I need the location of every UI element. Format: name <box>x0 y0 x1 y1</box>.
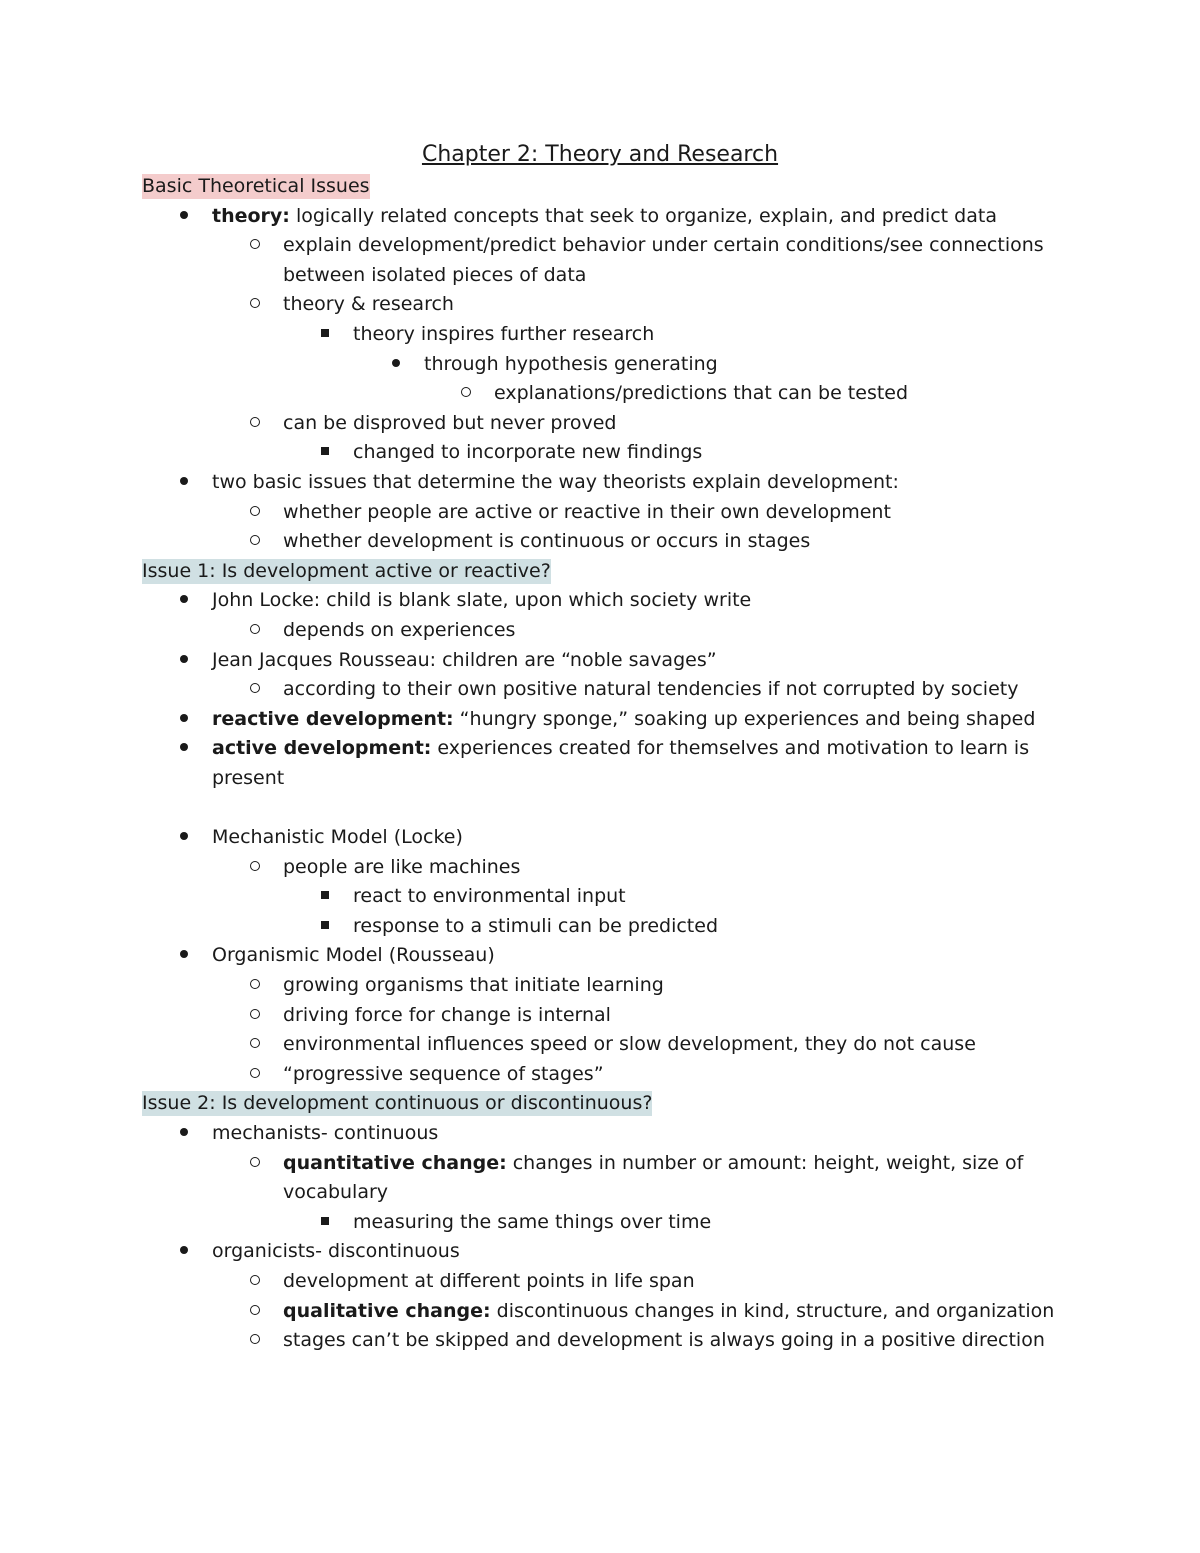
square-bullet-icon <box>315 438 335 468</box>
hollow-bullet-icon <box>245 290 265 320</box>
term-label: active development: <box>212 737 432 760</box>
hollow-bullet-icon <box>245 616 265 646</box>
list-item <box>142 823 1072 853</box>
square-bullet-icon <box>315 912 335 942</box>
list-item <box>142 616 1072 646</box>
list-item <box>142 1208 1072 1238</box>
square-bullet-icon <box>315 320 335 350</box>
hollow-bullet-icon <box>456 379 476 409</box>
list-item <box>142 734 1072 764</box>
filled-bullet-icon <box>174 586 194 616</box>
list-item <box>142 675 1072 705</box>
filled-bullet-icon <box>174 823 194 853</box>
list-item <box>142 1326 1072 1356</box>
filled-bullet-icon <box>174 941 194 971</box>
list-item-text: mechanists- continuous <box>212 1122 439 1144</box>
hollow-bullet-icon <box>245 409 265 439</box>
list-item-text: development at different points in life span <box>283 1269 695 1292</box>
hollow-bullet-icon <box>245 1149 265 1179</box>
list-item <box>142 646 1072 676</box>
hollow-bullet-icon <box>245 1060 265 1090</box>
list-item-text: through hypothesis generating <box>424 352 718 375</box>
list-item-text: response to a stimuli can be predicted <box>353 914 718 937</box>
list-item <box>142 1001 1072 1031</box>
hollow-bullet-icon <box>245 231 265 261</box>
filled-bullet-icon <box>386 350 406 380</box>
term-label: qualitative change: <box>283 1299 491 1322</box>
list-item-text: “progressive sequence of stages” <box>283 1062 604 1085</box>
list-item <box>142 1297 1072 1327</box>
hollow-bullet-icon <box>245 675 265 705</box>
hollow-bullet-icon <box>245 1267 265 1297</box>
term-label: quantitative change: <box>283 1151 507 1174</box>
list-item-text: theory inspires further research <box>353 322 655 345</box>
section-heading-text: Issue 1: Is development active or reactive? <box>142 559 551 582</box>
list-item <box>142 231 1072 261</box>
list-item <box>142 290 1072 320</box>
list-item-text: measuring the same things over time <box>353 1210 712 1233</box>
list-item-text: can be disproved but never proved <box>283 411 617 434</box>
list-item <box>142 350 1072 380</box>
page-title: Chapter 2: Theory and Research <box>421 142 779 167</box>
list-item-text: Jean Jacques Rousseau: children are “noble savages” <box>212 648 717 671</box>
list-item <box>142 1149 1072 1179</box>
blank-line <box>142 793 1072 823</box>
list-item-text: present <box>212 766 285 789</box>
list-item-text: environmental influences speed or slow development, they do not cause <box>283 1033 976 1056</box>
list-item-text: John Locke: child is blank slate, upon which society write <box>212 589 752 612</box>
list-item <box>142 320 1072 350</box>
term-label: theory: <box>212 204 290 227</box>
list-item-text: depends on experiences <box>283 618 516 641</box>
list-item <box>142 1237 1072 1267</box>
hollow-bullet-icon <box>245 853 265 883</box>
list-item-continuation <box>142 764 1072 794</box>
list-item-text: whether people are active or reactive in their own development <box>283 500 891 523</box>
list-item-text: explain development/predict behavior under certain conditions/see connections <box>283 234 1044 257</box>
list-item-text: stages can’t be skipped and development is always going in a positive direction <box>283 1329 1045 1352</box>
list-item-text: organicists- discontinuous <box>212 1240 460 1263</box>
list-item <box>142 705 1072 735</box>
filled-bullet-icon <box>174 1119 194 1149</box>
hollow-bullet-icon <box>245 1326 265 1356</box>
list-item <box>142 586 1072 616</box>
filled-bullet-icon <box>174 468 194 498</box>
list-item <box>142 498 1072 528</box>
list-item-continuation <box>142 1178 1072 1208</box>
list-item <box>142 853 1072 883</box>
list-item-text: react to environmental input <box>353 885 626 908</box>
list-item <box>142 1267 1072 1297</box>
list-item <box>142 438 1072 468</box>
list-item-text: two basic issues that determine the way theorists explain development: <box>212 470 899 493</box>
term-definition: experiences created for themselves and motivation to learn is <box>431 737 1030 760</box>
list-item-continuation <box>142 261 1072 291</box>
list-item-text: whether development is continuous or occurs in stages <box>283 530 811 553</box>
section-heading-basic <box>142 172 1072 202</box>
list-item <box>142 882 1072 912</box>
document-body <box>142 172 1072 1356</box>
square-bullet-icon <box>315 1208 335 1238</box>
list-item <box>142 1119 1072 1149</box>
section-heading-text: Issue 2: Is development continuous or discontinuous? <box>142 1092 653 1115</box>
list-item-text: growing organisms that initiate learning <box>283 974 664 997</box>
filled-bullet-icon <box>174 734 194 764</box>
hollow-bullet-icon <box>245 1030 265 1060</box>
filled-bullet-icon <box>174 202 194 232</box>
filled-bullet-icon <box>174 646 194 676</box>
list-item-text: explanations/predictions that can be tested <box>494 382 909 405</box>
list-item-text: theory & research <box>283 293 454 316</box>
list-item <box>142 527 1072 557</box>
hollow-bullet-icon <box>245 1297 265 1327</box>
hollow-bullet-icon <box>245 498 265 528</box>
list-item <box>142 941 1072 971</box>
list-item-text: Organismic Model (Rousseau) <box>212 944 495 967</box>
term-definition: “hungry sponge,” soaking up experiences and being shaped <box>453 707 1036 730</box>
list-item <box>142 202 1072 232</box>
list-item-text: Mechanistic Model (Locke) <box>212 826 463 849</box>
list-item <box>142 1030 1072 1060</box>
list-item <box>142 468 1072 498</box>
term-definition: changes in number or amount: height, weight, size of <box>506 1151 1024 1174</box>
list-item <box>142 409 1072 439</box>
term-definition: logically related concepts that seek to organize, explain, and predict data <box>289 204 997 227</box>
list-item <box>142 1060 1072 1090</box>
list-item-text: according to their own positive natural tendencies if not corrupted by society <box>283 678 1019 701</box>
list-item <box>142 971 1072 1001</box>
list-item <box>142 912 1072 942</box>
list-item-text: driving force for change is internal <box>283 1003 611 1026</box>
filled-bullet-icon <box>174 1237 194 1267</box>
list-item-text: vocabulary <box>283 1181 389 1204</box>
section-heading-issue-2 <box>142 1089 1072 1119</box>
section-heading-text: Basic Theoretical Issues <box>142 175 370 197</box>
list-item <box>142 379 1072 409</box>
list-item-text: changed to incorporate new findings <box>353 441 703 464</box>
term-label: reactive development: <box>212 707 454 730</box>
hollow-bullet-icon <box>245 527 265 557</box>
square-bullet-icon <box>315 882 335 912</box>
list-item-text: people are like machines <box>283 855 521 878</box>
hollow-bullet-icon <box>245 971 265 1001</box>
list-item-text: between isolated pieces of data <box>283 263 587 286</box>
section-heading-issue-1 <box>142 557 1072 587</box>
term-definition: discontinuous changes in kind, structure, and organization <box>490 1299 1055 1322</box>
hollow-bullet-icon <box>245 1001 265 1031</box>
filled-bullet-icon <box>174 705 194 735</box>
